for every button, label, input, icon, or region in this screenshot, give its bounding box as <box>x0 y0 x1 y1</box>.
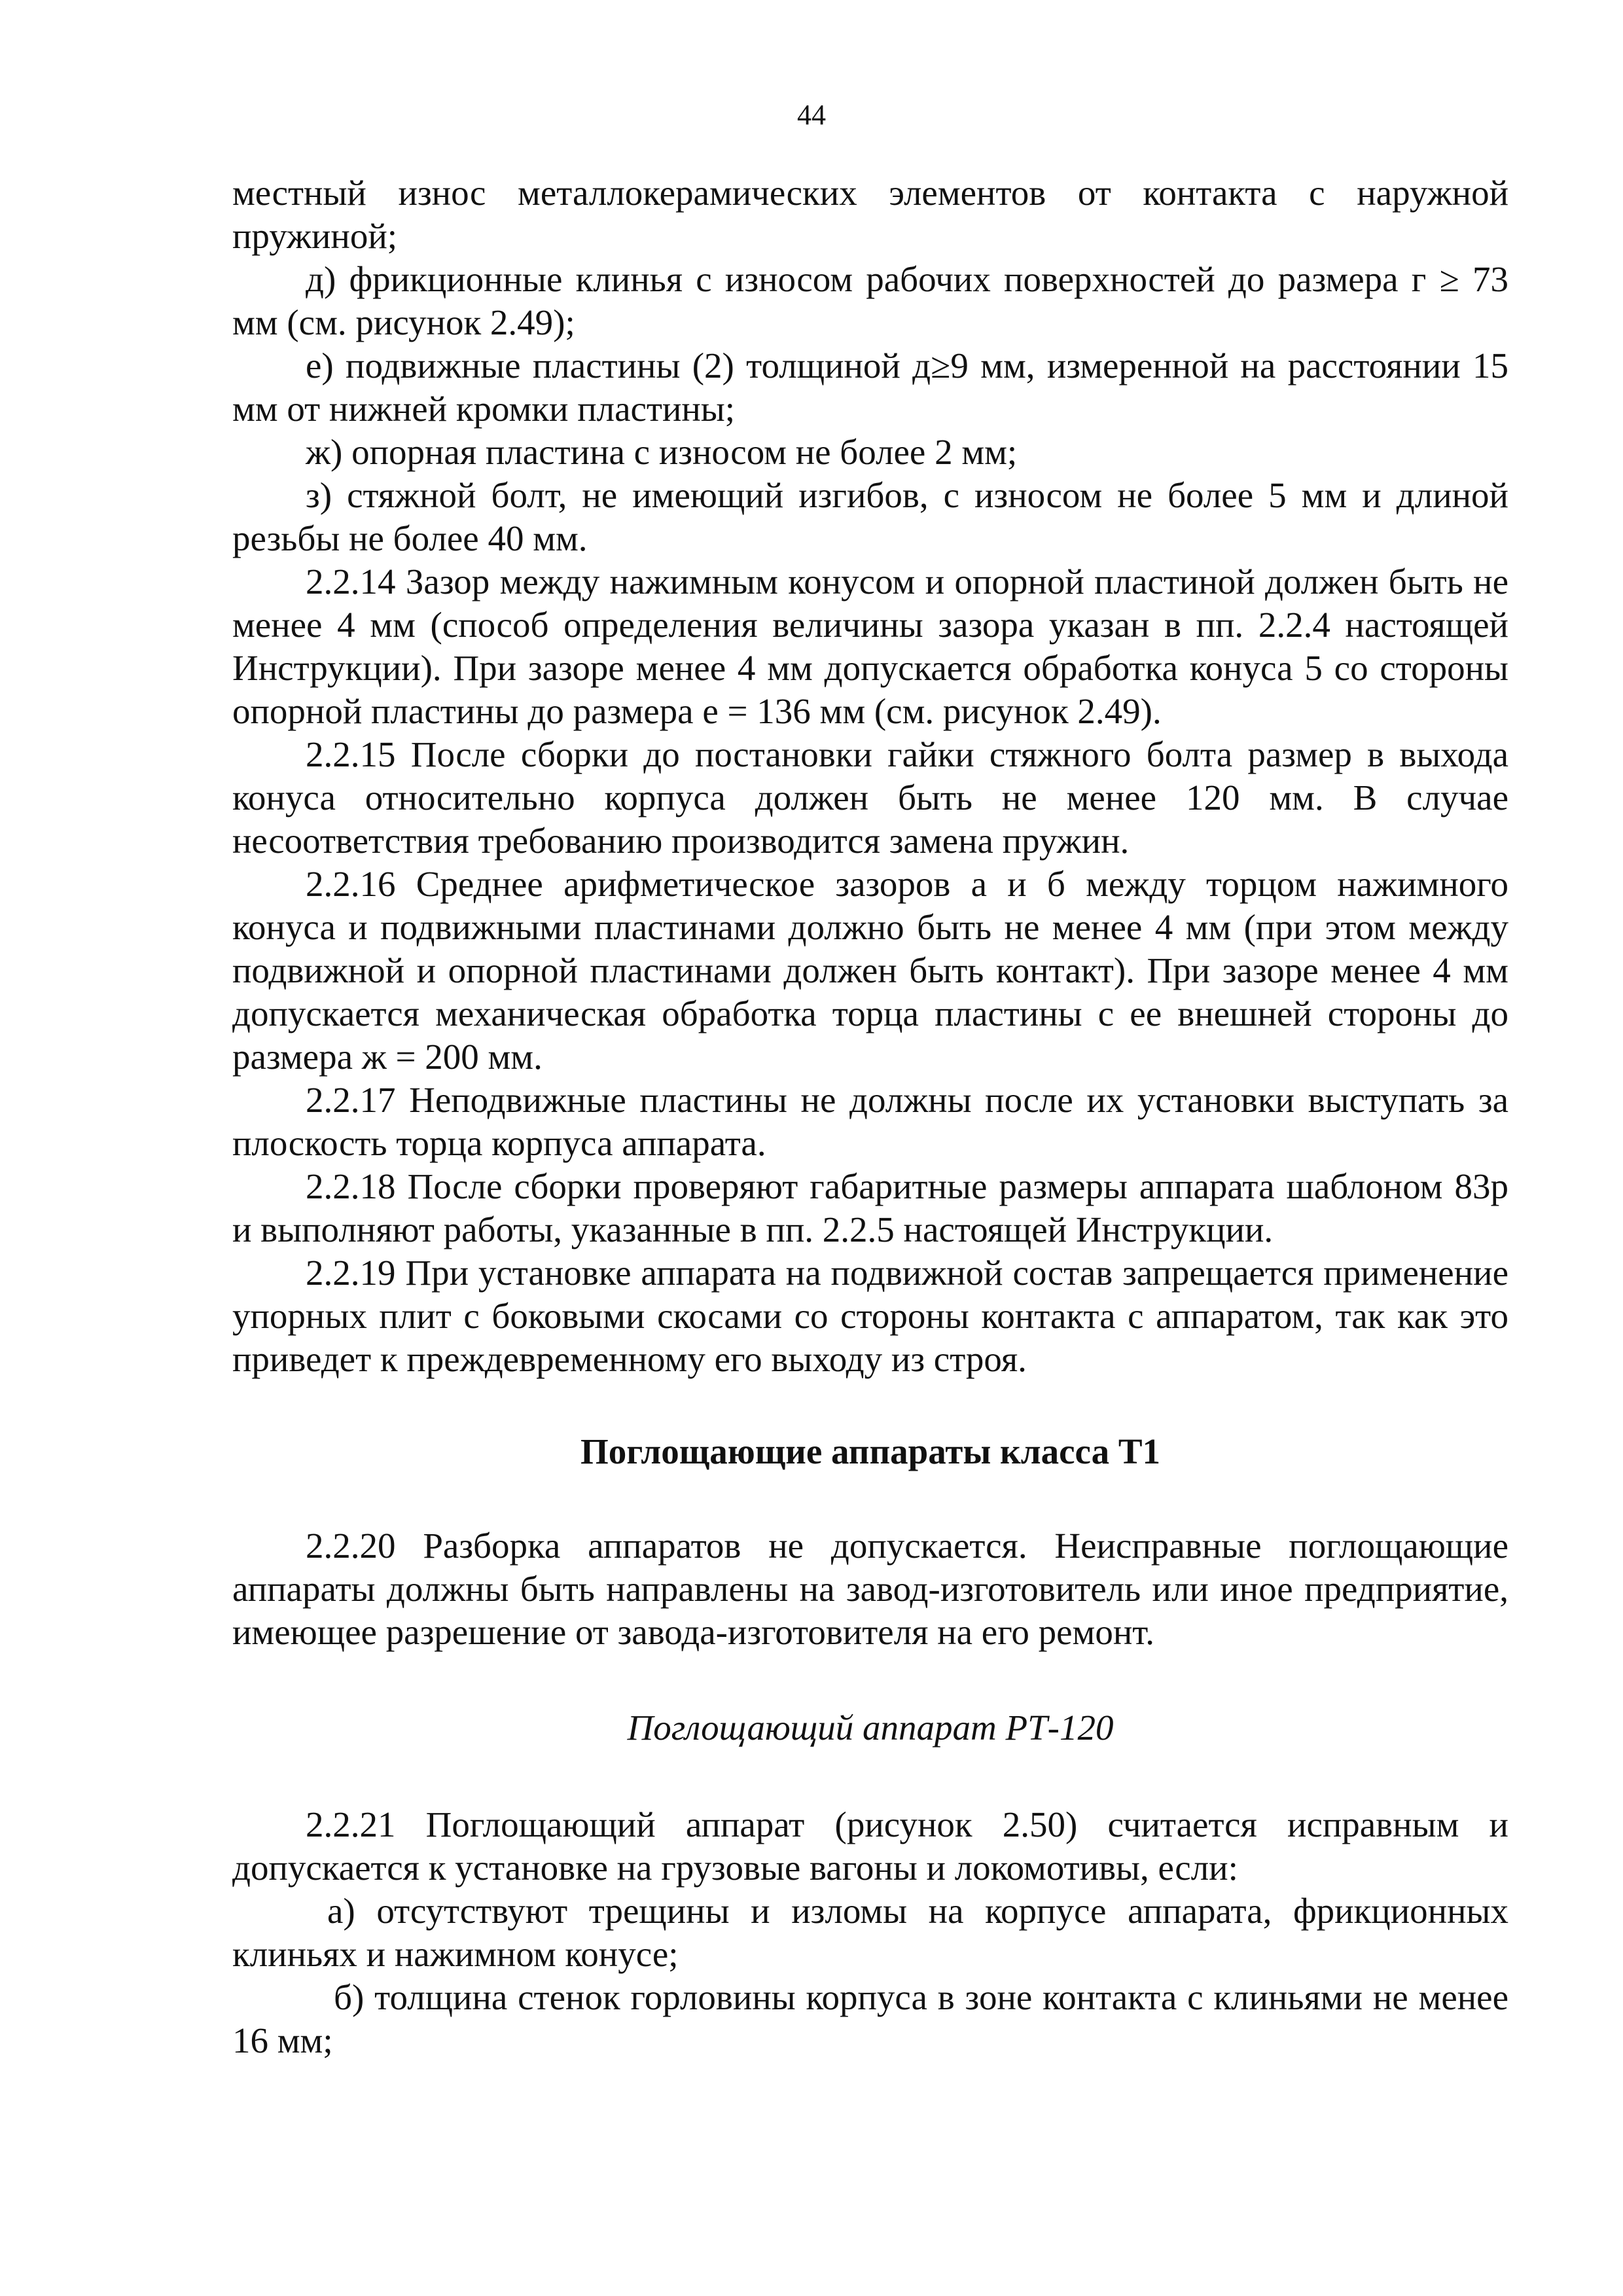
paragraph-2-2-17: 2.2.17 Неподвижные пластины не должны после их установки выступать за плоскость торца корпуса аппарата. <box>232 1080 1508 1163</box>
paragraph-2-2-16: 2.2.16 Среднее арифметическое зазоров а и б между торцом нажимного конуса и подвижными пластинами должно быть не менее 4 мм (при этом между подвижной и опорной пластинами должен быть контакт). При зазоре менее 4 мм допускается механическая обработка торца пластины с ее внешней стороны до размера ж = 200 мм. <box>232 864 1508 1077</box>
section-heading: Поглощающие аппараты класса Т1 <box>580 1431 1161 1471</box>
paragraph-2-2-21: 2.2.21 Поглощающий аппарат (рисунок 2.50) считается исправным и допускается к установке на грузовые вагоны и локомотивы, если: <box>232 1804 1508 1888</box>
paragraph-2-2-18: 2.2.18 После сборки проверяют габаритные размеры аппарата шаблоном 83р и выполняют работы, указанные в пп. 2.2.5 настоящей Инструкции. <box>232 1166 1508 1249</box>
subsection-heading: Поглощающий аппарат РТ-120 <box>627 1708 1114 1748</box>
list-item-d: д) фрикционные клинья с износом рабочих поверхностей до размера г ≥ 73 мм (см. рисунок 2.49); <box>232 259 1508 342</box>
paragraph-2-2-15: 2.2.15 После сборки до постановки гайки стяжного болта размер в выхода конуса относительно корпуса должен быть не менее 120 мм. В случае несоответствия требованию производится замена пружин. <box>232 734 1508 861</box>
paragraph-2-2-19: 2.2.19 При установке аппарата на подвижной состав запрещается применение упорных плит с боковыми скосами со стороны контакта с аппаратом, так как это приведет к преждевременному его выходу из строя. <box>232 1253 1508 1379</box>
paragraph-2-2-20: 2.2.20 Разборка аппаратов не допускается. Неисправные поглощающие аппараты должны быть направлены на завод-изготовитель или иное предприятие, имеющее разрешение от завода-изготовителя на его ремонт. <box>232 1526 1508 1652</box>
page-body <box>232 171 1508 2062</box>
list-item-zh: ж) опорная пластина с износом не более 2 мм; <box>306 432 1018 472</box>
paragraph-2-2-14: 2.2.14 Зазор между нажимным конусом и опорной пластиной должен быть не менее 4 мм (способ определения величины зазора указан в пп. 2.2.4 настоящей Инструкции). При зазоре менее 4 мм допускается обработка конуса 5 со стороны опорной пластины до размера е = 136 мм (см. рисунок 2.49). <box>232 562 1508 731</box>
list-item-a: а) отсутствуют трещины и изломы на корпусе аппарата, фрикционных клиньях и нажимном конусе; <box>232 1891 1508 1974</box>
page-number: 44 <box>797 99 826 131</box>
list-item-z: з) стяжной болт, не имеющий изгибов, с износом не более 5 мм и длиной резьбы не более 40 мм. <box>232 475 1508 558</box>
list-item-e: е) подвижные пластины (2) толщиной д≥9 мм, измеренной на расстоянии 15 мм от нижней кромки пластины; <box>232 346 1508 429</box>
list-item-b: б) толщина стенок горловины корпуса в зоне контакта с клиньями не менее 16 мм; <box>232 1977 1508 2060</box>
paragraph-continuation: местный износ металлокерамических элементов от контакта с наружной пружиной; <box>232 173 1508 256</box>
